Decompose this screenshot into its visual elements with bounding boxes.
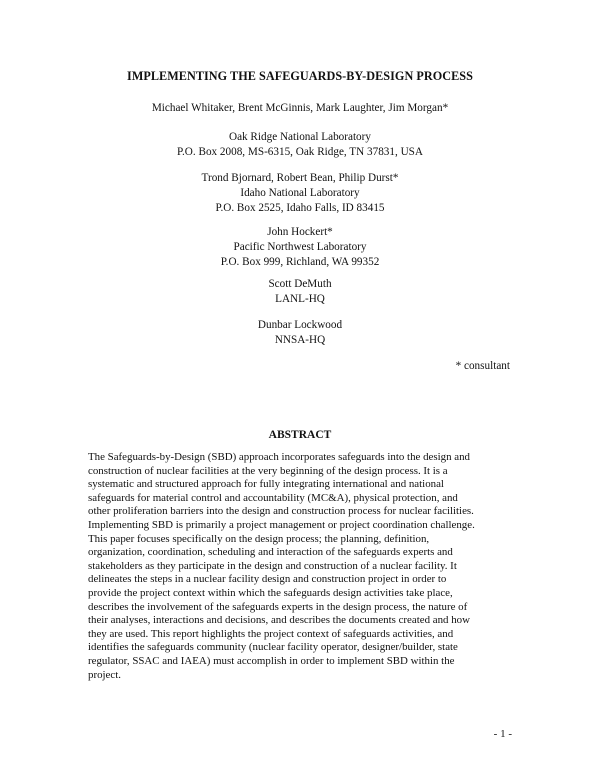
affiliation-ornl xyxy=(0,130,600,160)
abstract-line: regulator, SSAC and IAEA) must accomplish in order to implement SBD within the xyxy=(88,654,455,667)
abstract-line: delineates the steps in a nuclear facility design and construction project in order to xyxy=(88,573,447,586)
abstract-heading: ABSTRACT xyxy=(268,429,332,441)
abstract-line: The Safeguards-by-Design (SBD) approach incorporates safeguards into the design and xyxy=(88,451,470,463)
affiliation-nnsa xyxy=(0,318,600,348)
affiliation-line: Oak Ridge National Laboratory xyxy=(229,131,371,143)
abstract-line: systematic and structured approach for fully integrating international and national xyxy=(88,478,444,491)
abstract-line: project. xyxy=(88,668,121,681)
affiliation-lanl xyxy=(0,277,600,307)
abstract-line: construction of nuclear facilities at the very beginning of the design process. It is a xyxy=(88,464,448,477)
abstract-line: other proliferation barriers into the design and construction process for nuclear facilities. xyxy=(88,505,474,518)
abstract-line: their analyses, interactions and decisions, and describes the documents created and how xyxy=(88,614,470,627)
affiliation-line: Dunbar Lockwood xyxy=(257,319,343,331)
affiliation-line: NNSA-HQ xyxy=(274,334,326,346)
page-number: - 1 - xyxy=(493,728,512,740)
affiliation-inl xyxy=(0,171,600,216)
author-list: Michael Whitaker, Brent McGinnis, Mark Laughter, Jim Morgan* xyxy=(151,102,449,114)
affiliation-line: Trond Bjornard, Robert Bean, Philip Durst* xyxy=(201,172,399,184)
affiliation-line: Scott DeMuth xyxy=(268,278,332,290)
affiliation-line: Pacific Northwest Laboratory xyxy=(233,241,367,253)
abstract-line: Implementing SBD is primarily a project management or project coordination challenge. xyxy=(88,518,475,531)
affiliation-line: John Hockert* xyxy=(267,226,333,238)
affiliation-pnl xyxy=(0,225,600,270)
abstract-line: This paper focuses specifically on the design process; the planning, definition, xyxy=(88,532,430,545)
abstract-line: safeguards for material control and accountability (MC&A), physical protection, and xyxy=(88,491,458,504)
affiliation-line: P.O. Box 999, Richland, WA 99352 xyxy=(220,256,380,268)
affiliation-line: P.O. Box 2008, MS-6315, Oak Ridge, TN 37831, USA xyxy=(177,146,423,158)
abstract-line: organization, coordination, scheduling and interaction of the safeguards experts and xyxy=(88,546,453,559)
affiliation-line: LANL-HQ xyxy=(275,293,325,305)
abstract-line: identifies the safeguards community (nuclear facility operator, designer/builder, state xyxy=(88,641,458,654)
paper-title: IMPLEMENTING THE SAFEGUARDS-BY-DESIGN PROCESS xyxy=(127,69,473,83)
affiliation-line: Idaho National Laboratory xyxy=(240,187,360,199)
abstract-body xyxy=(88,451,516,682)
abstract-line: they are used. This report highlights the project context of safeguards activities, and xyxy=(88,627,454,640)
abstract-line: stakeholders as they participate in the design and construction of a nuclear facility. It xyxy=(88,559,457,572)
consultant-footnote: * consultant xyxy=(455,360,510,372)
abstract-line: provide the project context within which the safeguards design activities take place, xyxy=(88,586,453,599)
abstract-line: describes the involvement of the safeguards experts in the design process, the nature of xyxy=(88,600,468,613)
affiliation-line: P.O. Box 2525, Idaho Falls, ID 83415 xyxy=(215,202,385,214)
